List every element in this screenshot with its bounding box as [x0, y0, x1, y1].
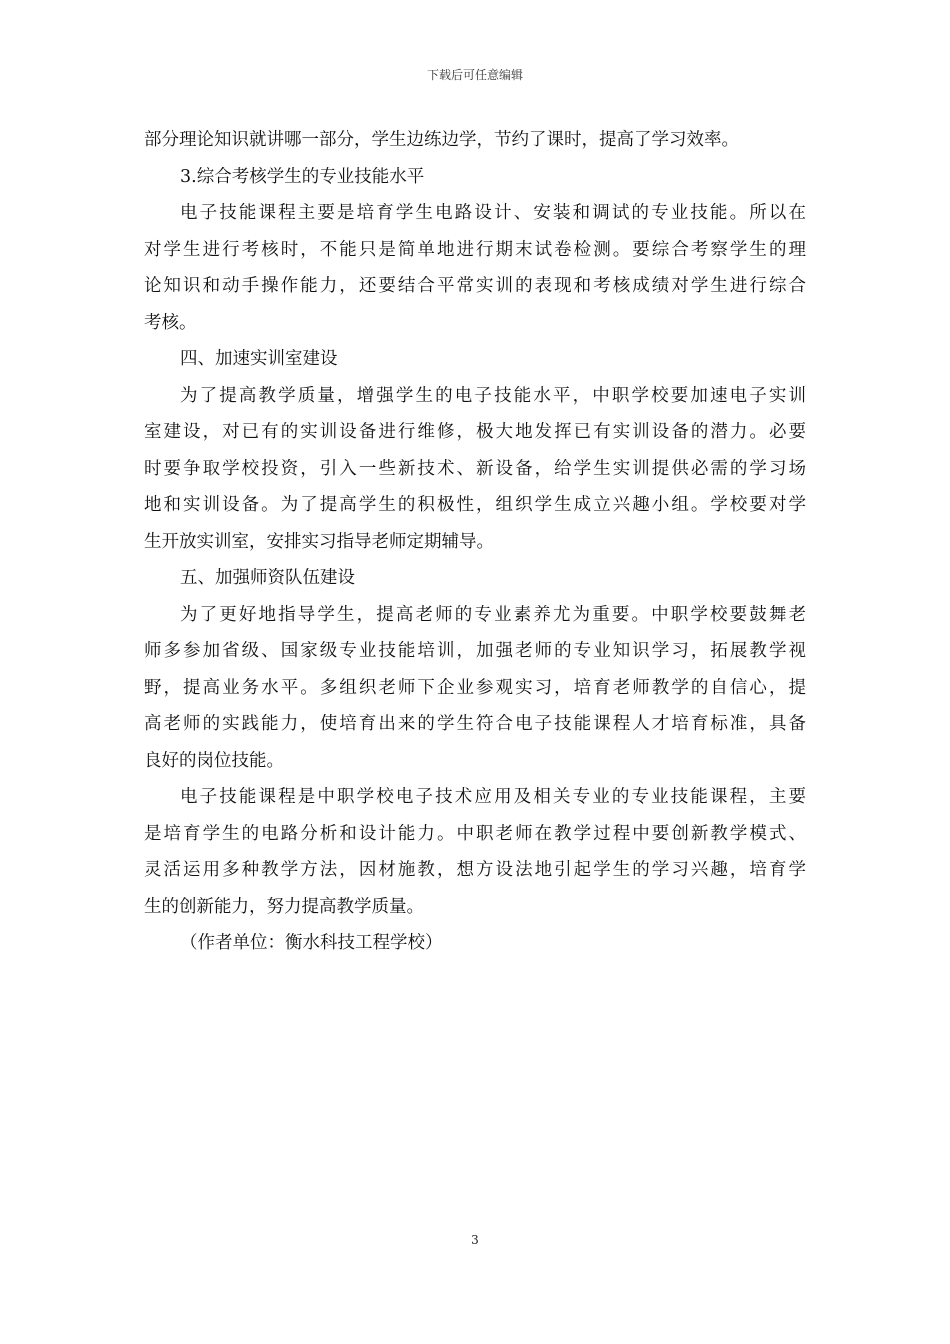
body-line: 生开放实训室，安排实习指导老师定期辅导。	[144, 531, 494, 552]
body-line: 电子技能课程主要是培育学生电路设计、安装和调试的专业技能。所以在	[180, 203, 806, 223]
body-line: 良好的岗位技能。	[144, 750, 284, 771]
body-line: 野，提高业务水平。多组织老师下企业参观实习，培育老师教学的自信心，提	[144, 677, 806, 698]
body-line: 考核。	[144, 312, 197, 333]
body-line: 为了更好地指导学生，提高老师的专业素养尤为重要。中职学校要鼓舞老	[180, 604, 806, 625]
body-line: 高老师的实践能力，使培育出来的学生符合电子技能课程人才培育标准，具备	[144, 714, 806, 734]
body-line: 是培育学生的电路分析和设计能力。中职老师在教学过程中要创新教学模式、	[144, 823, 806, 844]
body-line: 对学生进行考核时，不能只是简单地进行期末试卷检测。要综合考察学生的理	[144, 239, 806, 260]
body-line: 电子技能课程是中职学校电子技术应用及相关专业的专业技能课程，主要	[180, 787, 806, 807]
body-line: 灵活运用多种教学方法，因材施教，想方设法地引起学生的学习兴趣，培育学	[144, 860, 806, 880]
body-line: 师多参加省级、国家级专业技能培训，加强老师的专业知识学习，拓展教学视	[144, 641, 806, 661]
section-heading: 五、加强师资队伍建设	[180, 568, 355, 588]
body-line: 部分理论知识就讲哪一部分，学生边练边学，节约了课时，提高了学习效率。	[144, 130, 739, 150]
body-line: 室建设，对已有的实训设备进行维修，极大地发挥已有实训设备的潜力。必要	[144, 422, 806, 442]
author-affiliation: （作者单位：衡水科技工程学校）	[180, 933, 443, 953]
section-heading: 四、加速实训室建设	[180, 349, 338, 369]
body-line: 论知识和动手操作能力，还要结合平常实训的表现和考核成绩对学生进行综合	[144, 276, 806, 296]
document-body	[144, 122, 806, 962]
body-line: 生的创新能力，努力提高教学质量。	[144, 896, 424, 917]
page-header-note: 下载后可任意编辑	[426, 68, 523, 82]
body-line: 时要争取学校投资，引入一些新技术、新设备，给学生实训提供必需的学习场	[144, 458, 806, 479]
body-line: 为了提高教学质量，增强学生的电子技能水平，中职学校要加速电子实训	[180, 385, 806, 406]
section-heading: 3.综合考核学生的专业技能水平	[180, 166, 425, 187]
body-line: 地和实训设备。为了提高学生的积极性，组织学生成立兴趣小组。学校要对学	[144, 495, 806, 515]
page-number: 3	[471, 1233, 479, 1247]
